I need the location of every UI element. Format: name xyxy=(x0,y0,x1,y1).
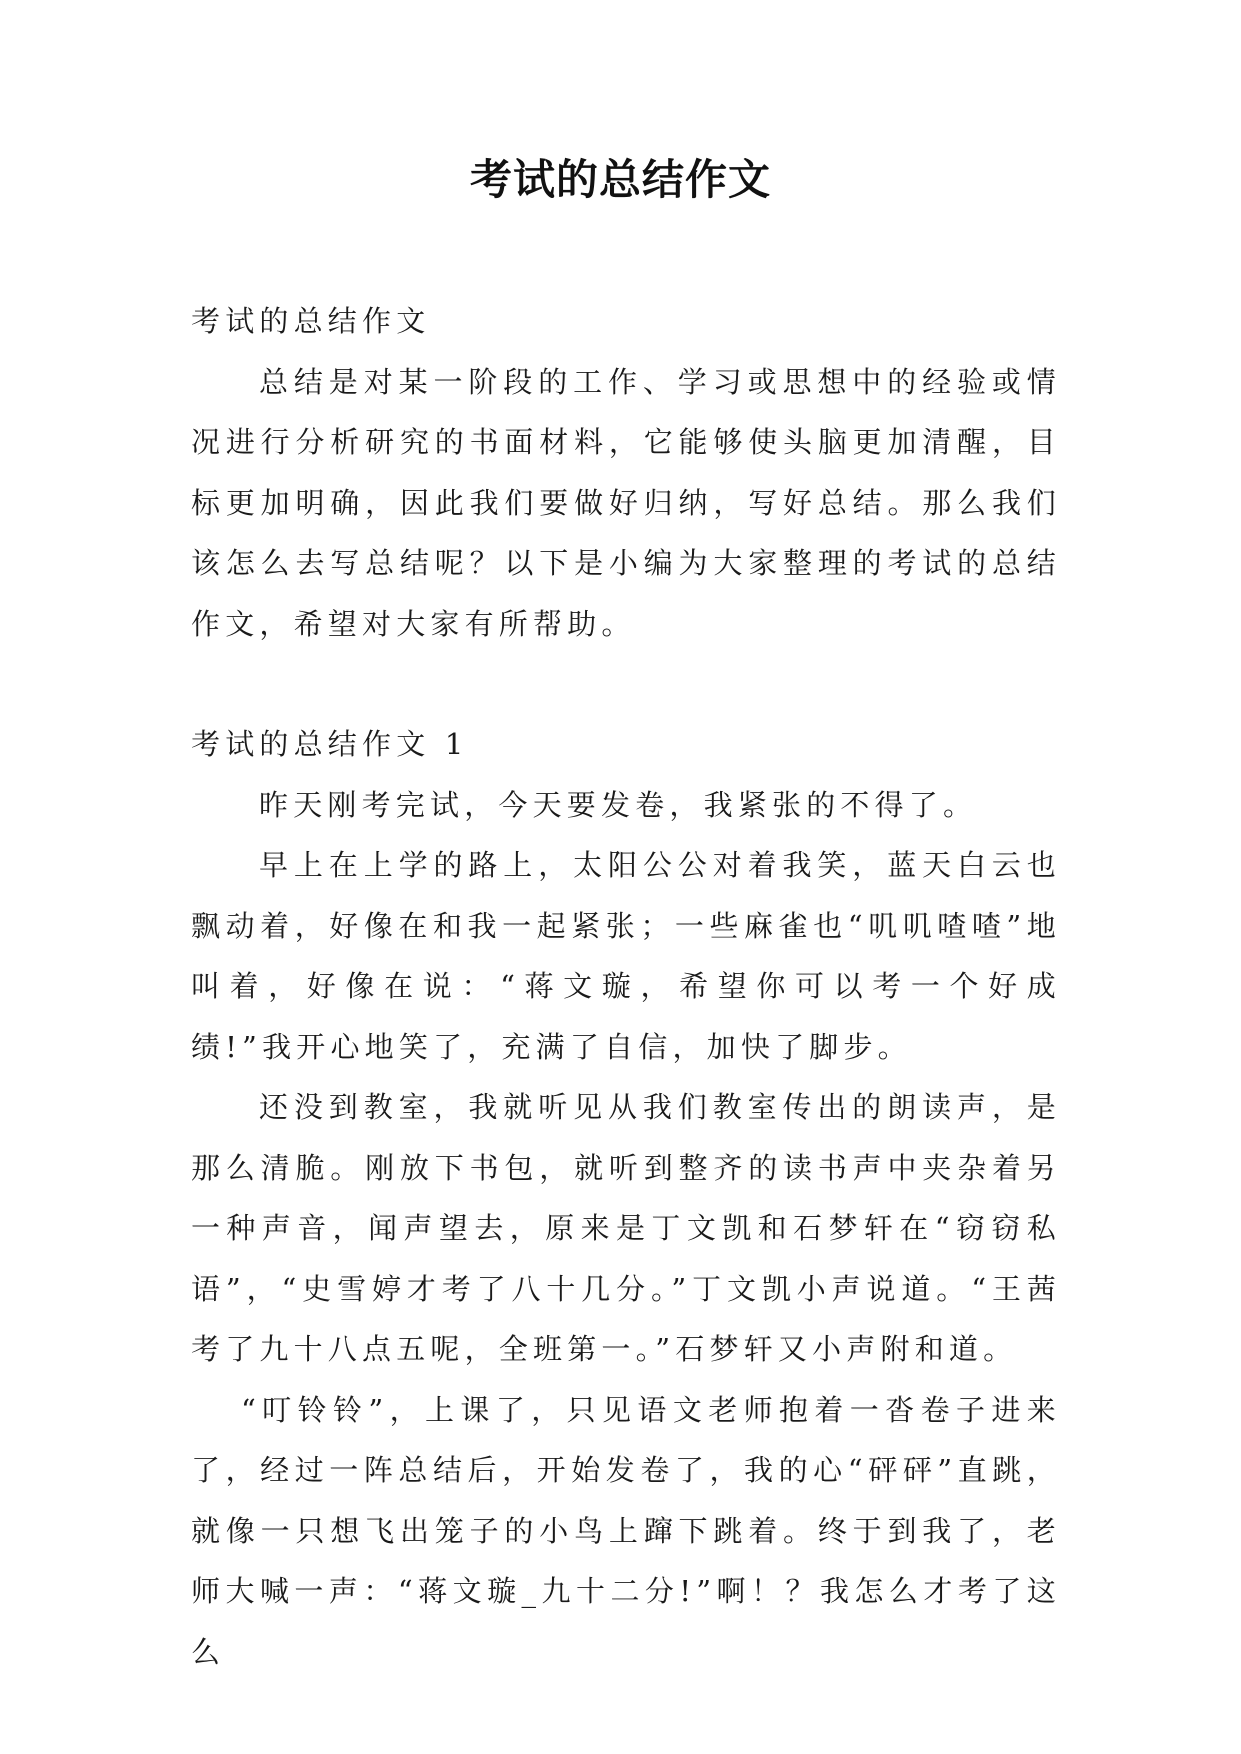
document-title: 考试的总结作文 xyxy=(469,155,771,204)
essay1-paragraph-2: 早上在上学的路上，太阳公公对着我笑，蓝天白云也飘动着，好像在和我一起紧张；一些麻雀也“叽叽喳喳”地叫着，好像在说：“蒋文璇，希望你可以考一个好成绩!”我开心地笑了，充满了自信，加快了脚步。 xyxy=(191,848,1061,1064)
essay1-paragraph-1: 昨天刚考完试，今天要发卷，我紧张的不得了。 xyxy=(259,787,978,822)
document-body xyxy=(191,291,1061,1682)
essay1-paragraph-3: 还没到教室，我就听见从我们教室传出的朗读声，是那么清脆。刚放下书包，就听到整齐的读书声中夹杂着另一种声音，闻声望去，原来是丁文凯和石梦轩在“窃窃私语”，“史雪婷才考了八十几分。”丁文凯小声说道。“王茜考了九十八点五呢，全班第一。”石梦轩又小声附和道。 xyxy=(191,1090,1061,1366)
intro-paragraph: 总结是对某一阶段的工作、学习或思想中的经验或情况进行分析研究的书面材料，它能够使头脑更加清醒，目标更加明确，因此我们要做好归纳，写好总结。那么我们该怎么去写总结呢？以下是小编为大家整理的考试的总结作文，希望对大家有所帮助。 xyxy=(191,364,1061,641)
essay1-heading: 考试的总结作文 1 xyxy=(191,727,469,761)
essay1-paragraph-4: “叮铃铃”，上课了，只见语文老师抱着一沓卷子进来了，经过一阵总结后，开始发卷了，我的心“砰砰”直跳，就像一只想飞出笼子的小鸟上蹿下跳着。终于到我了，老师大喊一声：“蒋文璇_九十二分!”啊！？我怎么才考了这么 xyxy=(191,1392,1061,1669)
intro-heading: 考试的总结作文 xyxy=(191,304,431,338)
section-spacer xyxy=(191,654,1061,714)
